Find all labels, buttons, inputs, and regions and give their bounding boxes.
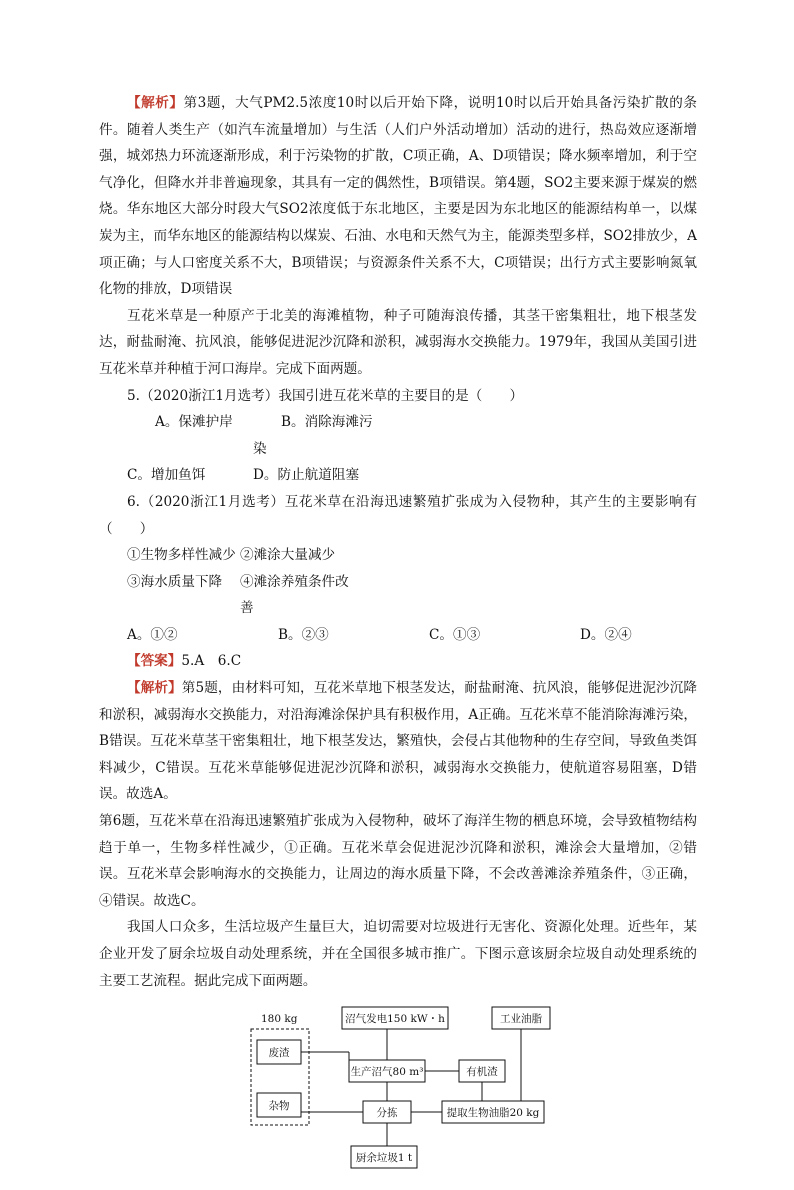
question-6-stem: 6.（2020浙江1月选考）互花米草在沿海迅速繁殖扩张成为入侵物种，其产生的主要影响有（ ）	[99, 493, 697, 537]
analysis-text-q5: 第5题，由材料可知，互花米草地下根茎发达，耐盐耐淹、抗风浪，能够促进泥沙沉降和淤积，减弱海水交换能力，对沿海滩涂保护具有积极作用，A正确。互花米草不能消除海滩污染，B错误。互花米草茎干密集粗壮，地下根茎发达，繁殖快，会侵占其他物种的生存空间，导致鱼类饵料减少，C错误。互花米草能够促进泥沙沉降和淤积，减弱海水交换能力，使航道容易阻塞，D错误。故选A。	[99, 680, 697, 803]
box-zawu-label: 杂物	[268, 1100, 290, 1113]
group-weight-label: 180 kg	[261, 1013, 298, 1026]
q6-item-1: ①生物多样性减少	[127, 547, 236, 564]
analysis-paragraph-q6: 第6题，互花米草在沿海迅速繁殖扩张成为入侵物种，破坏了海洋生物的栖息环境，会导致植物结构趋于单一，生物多样性减少，①正确。互花米草会促进泥沙沉降和淤积，滩涂会大量增加，②错误。互花米草会影响海水的交换能力，让周边的海水质量下降，不会改善滩涂养殖条件，③正确，④错误。故选C。	[99, 813, 697, 909]
box-sorting-label: 分拣	[376, 1107, 398, 1120]
analysis-paragraph-q5	[99, 675, 697, 808]
q5-option-b[interactable]: B。消除海滩污染	[253, 414, 373, 457]
q6-option-c[interactable]: C。①③	[429, 626, 481, 643]
question-6-items-row1	[99, 542, 697, 569]
answer-line	[99, 648, 697, 675]
q6-item-3: ③海水质量下降	[127, 573, 223, 590]
box-biogas-production-label: 生产沼气80 m³	[350, 1066, 424, 1079]
answer-text: 5.A 6.C	[181, 653, 242, 670]
question-5-options-row1	[99, 409, 697, 462]
q6-option-b[interactable]: B。②③	[278, 626, 329, 643]
document-content	[99, 90, 697, 1180]
analysis-tag-2: 【解析】	[127, 680, 182, 697]
box-extract-biooil-label: 提取生物油脂20 kg	[446, 1107, 540, 1120]
question-5-stem: 5.（2020浙江1月选考）我国引进互花米草的主要目的是（ ）	[127, 387, 524, 404]
box-biogas-power-label: 沼气发电150 kW・h	[345, 1013, 445, 1026]
box-feizha-label: 废渣	[268, 1047, 290, 1060]
q6-option-a[interactable]: A。①②	[127, 626, 178, 643]
flow-diagram-svg	[99, 1000, 697, 1180]
question-6-items-row2	[99, 569, 697, 622]
analysis-paragraph-q3-q4	[99, 90, 697, 303]
answer-tag: 【答案】	[127, 653, 182, 670]
q6-item-2: ②滩涂大量减少	[240, 547, 336, 564]
box-organic-residue-label: 有机渣	[466, 1066, 498, 1079]
q5-option-a[interactable]: A。保滩护岸	[155, 414, 233, 431]
flow-diagram	[99, 1000, 697, 1180]
material-paragraph-spartina: 互花米草是一种原产于北美的海滩植物，种子可随海浪传播，其茎干密集粗壮，地下根茎发达，耐盐耐淹、抗风浪，能够促进泥沙沉降和淤积，减弱海水交换能力。1979年，我国从美国引进互花米草并种植于河口海岸。完成下面两题。	[99, 307, 697, 377]
material-paragraph-kitchen-waste: 我国人口众多，生活垃圾产生量巨大，迫切需要对垃圾进行无害化、资源化处理。近些年，某企业开发了厨余垃圾自动处理系统，并在全国很多城市推广。下图示意该厨余垃圾自动处理系统的主要工艺流程。据此完成下面两题。	[99, 919, 697, 989]
q6-item-4: ④滩涂养殖条件改善	[240, 573, 349, 617]
analysis-tag: 【解析】	[127, 95, 184, 111]
flow-connectors	[301, 1029, 521, 1146]
box-kitchen-waste-label: 厨余垃圾1 t	[355, 1152, 413, 1165]
q5-option-c[interactable]: C。增加鱼饵	[127, 467, 206, 484]
question-6-options	[99, 622, 697, 649]
analysis-text: 第3题，大气PM2.5浓度10时以后开始下降，说明10时以后开始具备污染扩散的条件。随着人类生产（如汽车流量增加）与生活（人们户外活动增加）活动的进行，热岛效应逐渐增强，城郊热力环流逐渐形成，利于污染物的扩散，C项正确，A、D项错误；降水频率增加，利于空气净化，但降水并非普遍现象，其具有一定的偶然性，B项错误。第4题，SO2主要来源于煤炭的燃烧。华东地区大部分时段大气SO2浓度低于东北地区，主要是因为东北地区的能源结构单一，以煤炭为主，而华东地区的能源结构以煤炭、石油、水电和天然气为主，能源类型多样，SO2排放少，A项正确；与人口密度关系不大，B项错误；与资源条件关系不大，C项错误；出行方式主要影响氮氧化物的排放，D项错误	[99, 95, 697, 298]
q5-option-d[interactable]: D。防止航道阻塞	[253, 467, 360, 484]
box-industrial-grease-label: 工业油脂	[500, 1013, 542, 1026]
q6-option-d[interactable]: D。②④	[580, 626, 632, 643]
question-5-options-row2	[99, 462, 697, 489]
